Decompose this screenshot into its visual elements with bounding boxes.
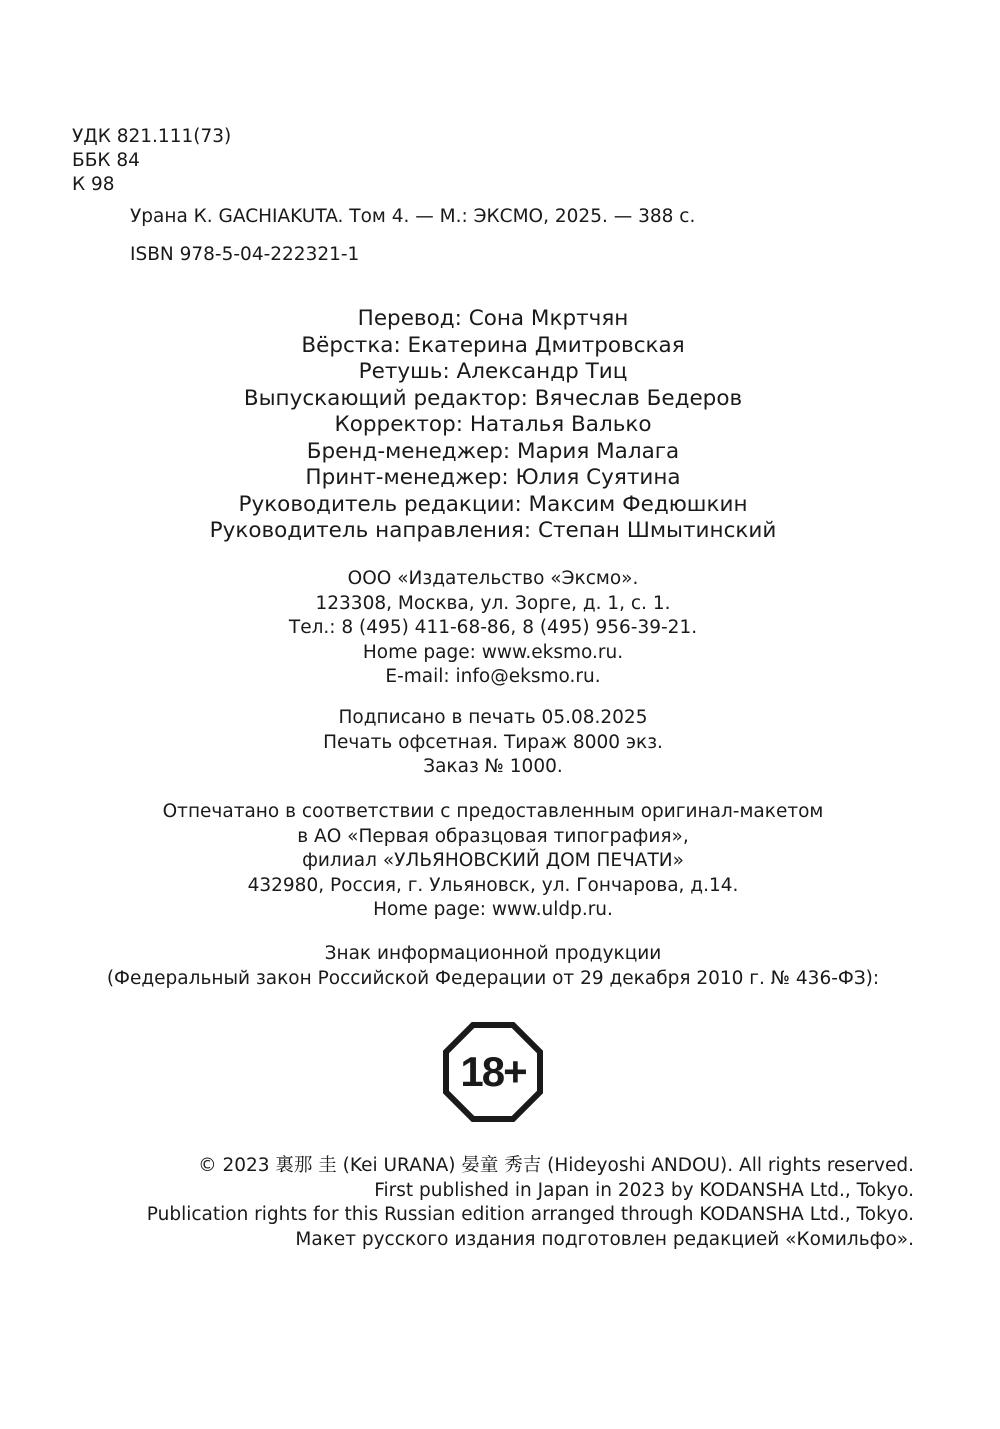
copyright-block: [80, 1154, 914, 1252]
credit-line: Перевод: Сона Мкртчян: [357, 306, 629, 331]
copyright-line: Publication rights for this Russian edition arranged through KODANSHA Ltd., Tokyo.: [146, 1204, 914, 1225]
bibliographic-entry: Урана К. GACHIAKUTA. Том 4. — М.: ЭКСМО, 2025. — 388 с.: [130, 206, 696, 227]
publisher-line: ООО «Издательство «Эксмо».: [347, 568, 639, 589]
credit-line: Выпускающий редактор: Вячеслав Бедеров: [243, 385, 743, 411]
printing-line: Подписано в печать 05.08.2025: [338, 707, 648, 728]
credit-line: Вёрстка: Екатерина Дмитровская: [301, 332, 685, 358]
udk-code: УДК 821.111(73): [72, 126, 232, 147]
credit-line: Принт-менеджер: Юлия Суятина: [305, 465, 681, 490]
publisher-line: E-mail: info@eksmo.ru.: [385, 666, 601, 687]
printing-line: Печать офсетная. Тираж 8000 экз.: [323, 731, 663, 753]
printing-block: [0, 706, 986, 780]
printer-line: филиал «УЛЬЯНОВСКИЙ ДОМ ПЕЧАТИ»: [302, 850, 684, 871]
classification-block: [72, 125, 231, 197]
copyright-line: First published in Japan in 2023 by KODANSHA Ltd., Tokyo.: [374, 1179, 914, 1201]
bbk-code: ББК 84: [72, 150, 140, 171]
publisher-block: [0, 567, 986, 690]
copyright-line: Макет русского издания подготовлен редакцией «Комильфо».: [295, 1228, 914, 1250]
printer-line: в АО «Первая образцовая типография»,: [297, 825, 689, 847]
credit-line: Руководитель редакции: Максим Федюшкин: [238, 491, 748, 517]
publisher-line: 123308, Москва, ул. Зорге, д. 1, с. 1.: [315, 592, 671, 614]
printing-line: Заказ № 1000.: [423, 756, 563, 777]
isbn: ISBN 978-5-04-222321-1: [130, 244, 360, 265]
age-rating-label: 18+: [460, 1048, 526, 1095]
printer-line: 432980, Россия, г. Ульяновск, ул. Гончарова, д.14.: [247, 874, 739, 896]
credit-line: Бренд-менеджер: Мария Малага: [306, 438, 680, 464]
info-sign-block: [0, 942, 986, 991]
copyright-line: © 2023 裏那 圭 (Kei URANA) 晏童 秀吉 (Hideyoshi ANDOU). All rights reserved.: [198, 1155, 914, 1176]
printer-line: Отпечатано в соответствии с предоставленным оригинал-макетом: [162, 801, 824, 822]
publisher-line: Home page: www.eksmo.ru.: [362, 641, 624, 663]
age-rating-octagon-icon: [443, 1022, 543, 1122]
printer-block: [0, 800, 986, 923]
credit-line: Корректор: Наталья Валько: [334, 412, 652, 437]
info-sign-line: (Федеральный закон Российской Федерации от 29 декабря 2010 г. № 436-ФЗ):: [106, 967, 880, 989]
info-sign-line: Знак информационной продукции: [324, 943, 662, 964]
printer-line: Home page: www.uldp.ru.: [373, 899, 613, 920]
credit-line: Ретушь: Александр Тиц: [358, 359, 628, 384]
publisher-line: Тел.: 8 (495) 411-68-86, 8 (495) 956-39-21.: [288, 617, 698, 638]
credits-block: [0, 306, 986, 545]
author-mark: К 98: [72, 174, 115, 195]
credit-line: Руководитель направления: Степан Шмытинский: [209, 518, 777, 543]
